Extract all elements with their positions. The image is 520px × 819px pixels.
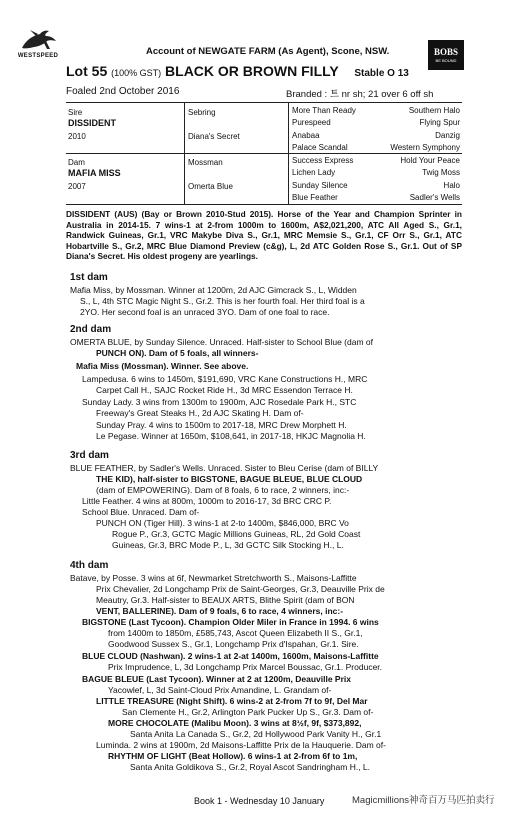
text-line: Prix Imprudence, L, 3d Longchamp Prix Marcel Boussac, Gr.1. Producer.	[108, 662, 383, 672]
fourth-dam-heading: 4th dam	[70, 560, 109, 571]
text-line: Batave, by Posse. 3 wins at 6f, Newmarket Stretchworth S., Maisons-Laffitte	[70, 573, 357, 583]
text-line: Sunday Lady. 3 wins from 1300m to 1900m, AJC Rosedale Park H., STC	[82, 397, 357, 407]
sire-dam: Diana's Secret	[188, 132, 240, 141]
bobs-logo-sub: BE BOUND	[435, 58, 457, 63]
text-line: Little Feather. 4 wins at 800m, 1000m to 2016-17, 3d BRC CRC P.	[82, 496, 332, 506]
pedigree-row: Sunday Silence Halo	[292, 181, 460, 190]
bobs-logo	[428, 40, 464, 70]
pedigree-row: Purespeed Flying Spur	[292, 118, 460, 127]
dam-sire: Mossman	[188, 158, 223, 167]
text-line: Luminda. 2 wins at 1900m, 2d Maisons-Laffitte Prix de la Hauquerie. Dam of-	[96, 740, 386, 750]
text-line: Freeway's Great Steaks H., 2d AJC Skating H. Dam of-	[96, 408, 304, 418]
sire-year: 2010	[68, 132, 86, 141]
text-line: Goodwood Sussex S., Gr.1, Longchamp Prix d'Ispahan, Gr.1. Sire.	[108, 639, 359, 649]
text-line: BIGSTONE (Last Tycoon). Champion Older Miler in France in 1994. 6 wins	[82, 617, 379, 627]
text-line: Mafia Miss (Mossman). Winner. See above.	[76, 361, 249, 371]
text-line: S., L, 4th STC Magic Night S., Gr.2. This is her fourth foal. Her third foal is a	[80, 296, 365, 306]
pedigree-row: Blue Feather Sadler's Wells	[292, 193, 460, 202]
lot-title: BLACK OR BROWN FILLY	[165, 63, 339, 79]
text-line: from 1400m to 1850m, £585,743, Ascot Queen Elizabeth II S., Gr.1,	[108, 628, 363, 638]
dam-year: 2007	[68, 182, 86, 191]
third-dam-heading: 3rd dam	[70, 450, 109, 461]
text-line: Rogue P., Gr.3, GCTC Magic Millions Guineas, RL, 2d Gold Coast	[112, 529, 361, 539]
sire-summary: DISSIDENT (AUS) (Bay or Brown 2010-Stud 2015). Horse of the Year and Champion Sprinter in Australia in 2014-15. 7 wins-1 at 2-from 1000m to 1600m, A$2,021,200, ATC All Aged S., Gr.1, Randwick Guineas, Gr.1, VRC Makybe Diva S., Gr.1, MRC Memsie S., Gr.1, CF Orr S., Gr.1, ATC Hobartville S., Gr.2, MRC Blue Diamond Preview (c&g), L, 2d ATC Golden Rose S., Gr.1. Out of SP Diana's Secret. His oldest progeny are yearlings.	[66, 209, 462, 261]
text-line: LITTLE TREASURE (Night Shift). 6 wins-2 at 2-from 7f to 9f, Del Mar	[96, 696, 368, 706]
text-line: RHYTHM OF LIGHT (Beat Hollow). 6 wins-1 at 2-from 6f to 1m,	[108, 751, 358, 761]
horse-logo-icon	[16, 28, 60, 52]
text-line: MORE CHOCOLATE (Malibu Moon). 3 wins at 8½f, 9f, $373,892,	[108, 718, 362, 728]
first-dam-heading: 1st dam	[70, 272, 108, 283]
pedigree-row: More Than Ready Southern Halo	[292, 106, 460, 115]
text-line: 2YO. Her second foal is an unraced 3YO. Dam of one foal to race.	[80, 307, 330, 317]
text-line: Le Pegase. Winner at 1650m, $108,641, in 2017-18, HKJC Magnolia H.	[96, 431, 366, 441]
text-line: Mafia Miss, by Mossman. Winner at 1200m, 2d AJC Gimcrack S., L, Widden	[70, 285, 357, 295]
pedigree-row: Palace Scandal Western Symphony	[292, 143, 460, 152]
pedigree-row: Anabaa Danzig	[292, 131, 460, 140]
lot-number: Lot 55	[66, 63, 108, 79]
text-line: OMERTA BLUE, by Sunday Silence. Unraced. Half-sister to School Blue (dam of	[70, 337, 373, 347]
dam-dam: Omerta Blue	[188, 182, 233, 191]
text-line: Santa Anita Goldikova S., Gr.2, Royal Ascot Sandringham H., L.	[130, 762, 371, 772]
text-line: VENT, BALLERINE). Dam of 9 foals, 6 to race, 4 winners, inc:-	[96, 606, 344, 616]
text-line: BAGUE BLEUE (Last Tycoon). Winner at 2 at 1200m, Deauville Prix	[82, 674, 352, 684]
text-line: BLUE FEATHER, by Sadler's Wells. Unraced. Sister to Bleu Cerise (dam of BILLY	[70, 463, 379, 473]
pedigree-table	[66, 102, 462, 205]
second-dam-heading: 2nd dam	[70, 324, 112, 335]
text-line: Guineas, Gr.3, BRC Mode P., L, 3d GCTC Silk Stocking H., L.	[112, 540, 344, 550]
stable-number: Stable O 13	[354, 68, 409, 79]
text-line: Meautry, Gr.3. Half-sister to BEAUX ARTS, Blithe Spirit (dam of BON	[96, 595, 355, 605]
bobs-logo-text: BOBS	[433, 47, 458, 57]
dam-label: Dam	[68, 158, 85, 167]
sire-label: Sire	[68, 108, 83, 117]
lot-heading	[66, 63, 409, 79]
text-line: San Clemente H., Gr.2, Arlington Park Pucker Up S., Gr.3. Dam of-	[122, 707, 374, 717]
text-line: (dam of EMPOWERING). Dam of 8 foals, 6 to race, 2 winners, inc:-	[96, 485, 350, 495]
sire-sire: Sebring	[188, 108, 216, 117]
branded-info: Branded : 트 nr sh; 21 over 6 off sh	[286, 89, 434, 100]
gst-note: (100% GST)	[111, 68, 162, 78]
book-footer: Book 1 - Wednesday 10 January	[194, 796, 325, 806]
pedigree-row: Success Express Hold Your Peace	[292, 156, 460, 165]
vendor-account: Account of NEWGATE FARM (As Agent), Scone, NSW.	[146, 46, 390, 57]
pedigree-row: Lichen Lady Twig Moss	[292, 168, 460, 177]
text-line: School Blue. Unraced. Dam of-	[82, 507, 200, 517]
text-line: Carpet Call H., SAJC Rocket Ride H., 3d MRC Essendon Terrace H.	[96, 385, 353, 395]
text-line: PUNCH ON). Dam of 5 foals, all winners-	[96, 348, 259, 358]
sire-name: DISSIDENT	[68, 118, 117, 128]
dam-name: MAFIA MISS	[68, 168, 121, 178]
westspeed-logo	[16, 28, 60, 59]
watermark: Magicmillions神奇百万马匹拍卖行	[352, 795, 495, 806]
text-line: BLUE CLOUD (Nashwan). 2 wins-1 at 2-at 1400m, 1600m, Maisons-Laffitte	[82, 651, 379, 661]
text-line: PUNCH ON (Tiger Hill). 3 wins-1 at 2-to 1400m, $846,000, BRC Vo	[96, 518, 349, 528]
divider	[66, 153, 462, 154]
text-line: THE KID), half-sister to BIGSTONE, BAGUE BLEUE, BLUE CLOUD	[96, 474, 363, 484]
foaled-date: Foaled 2nd October 2016	[66, 86, 180, 97]
text-line: Sunday Pray. 4 wins to 1500m to 2017-18, MRC Drew Morphett H.	[96, 420, 347, 430]
brand-name: WESTSPEED	[17, 53, 59, 59]
text-line: Santa Anita La Canada S., Gr.2, 2d Hollywood Park Vanity H., Gr.1	[130, 729, 382, 739]
text-line: Prix Chevalier, 2d Longchamp Prix de Saint-Georges, Gr.3, Deauville Prix de	[96, 584, 385, 594]
text-line: Yacowlef, L, 3d Saint-Cloud Prix Amandine, L. Grandam of-	[108, 685, 332, 695]
text-line: Lampedusa. 6 wins to 1450m, $191,690, VRC Kane Constructions H., MRC	[82, 374, 368, 384]
